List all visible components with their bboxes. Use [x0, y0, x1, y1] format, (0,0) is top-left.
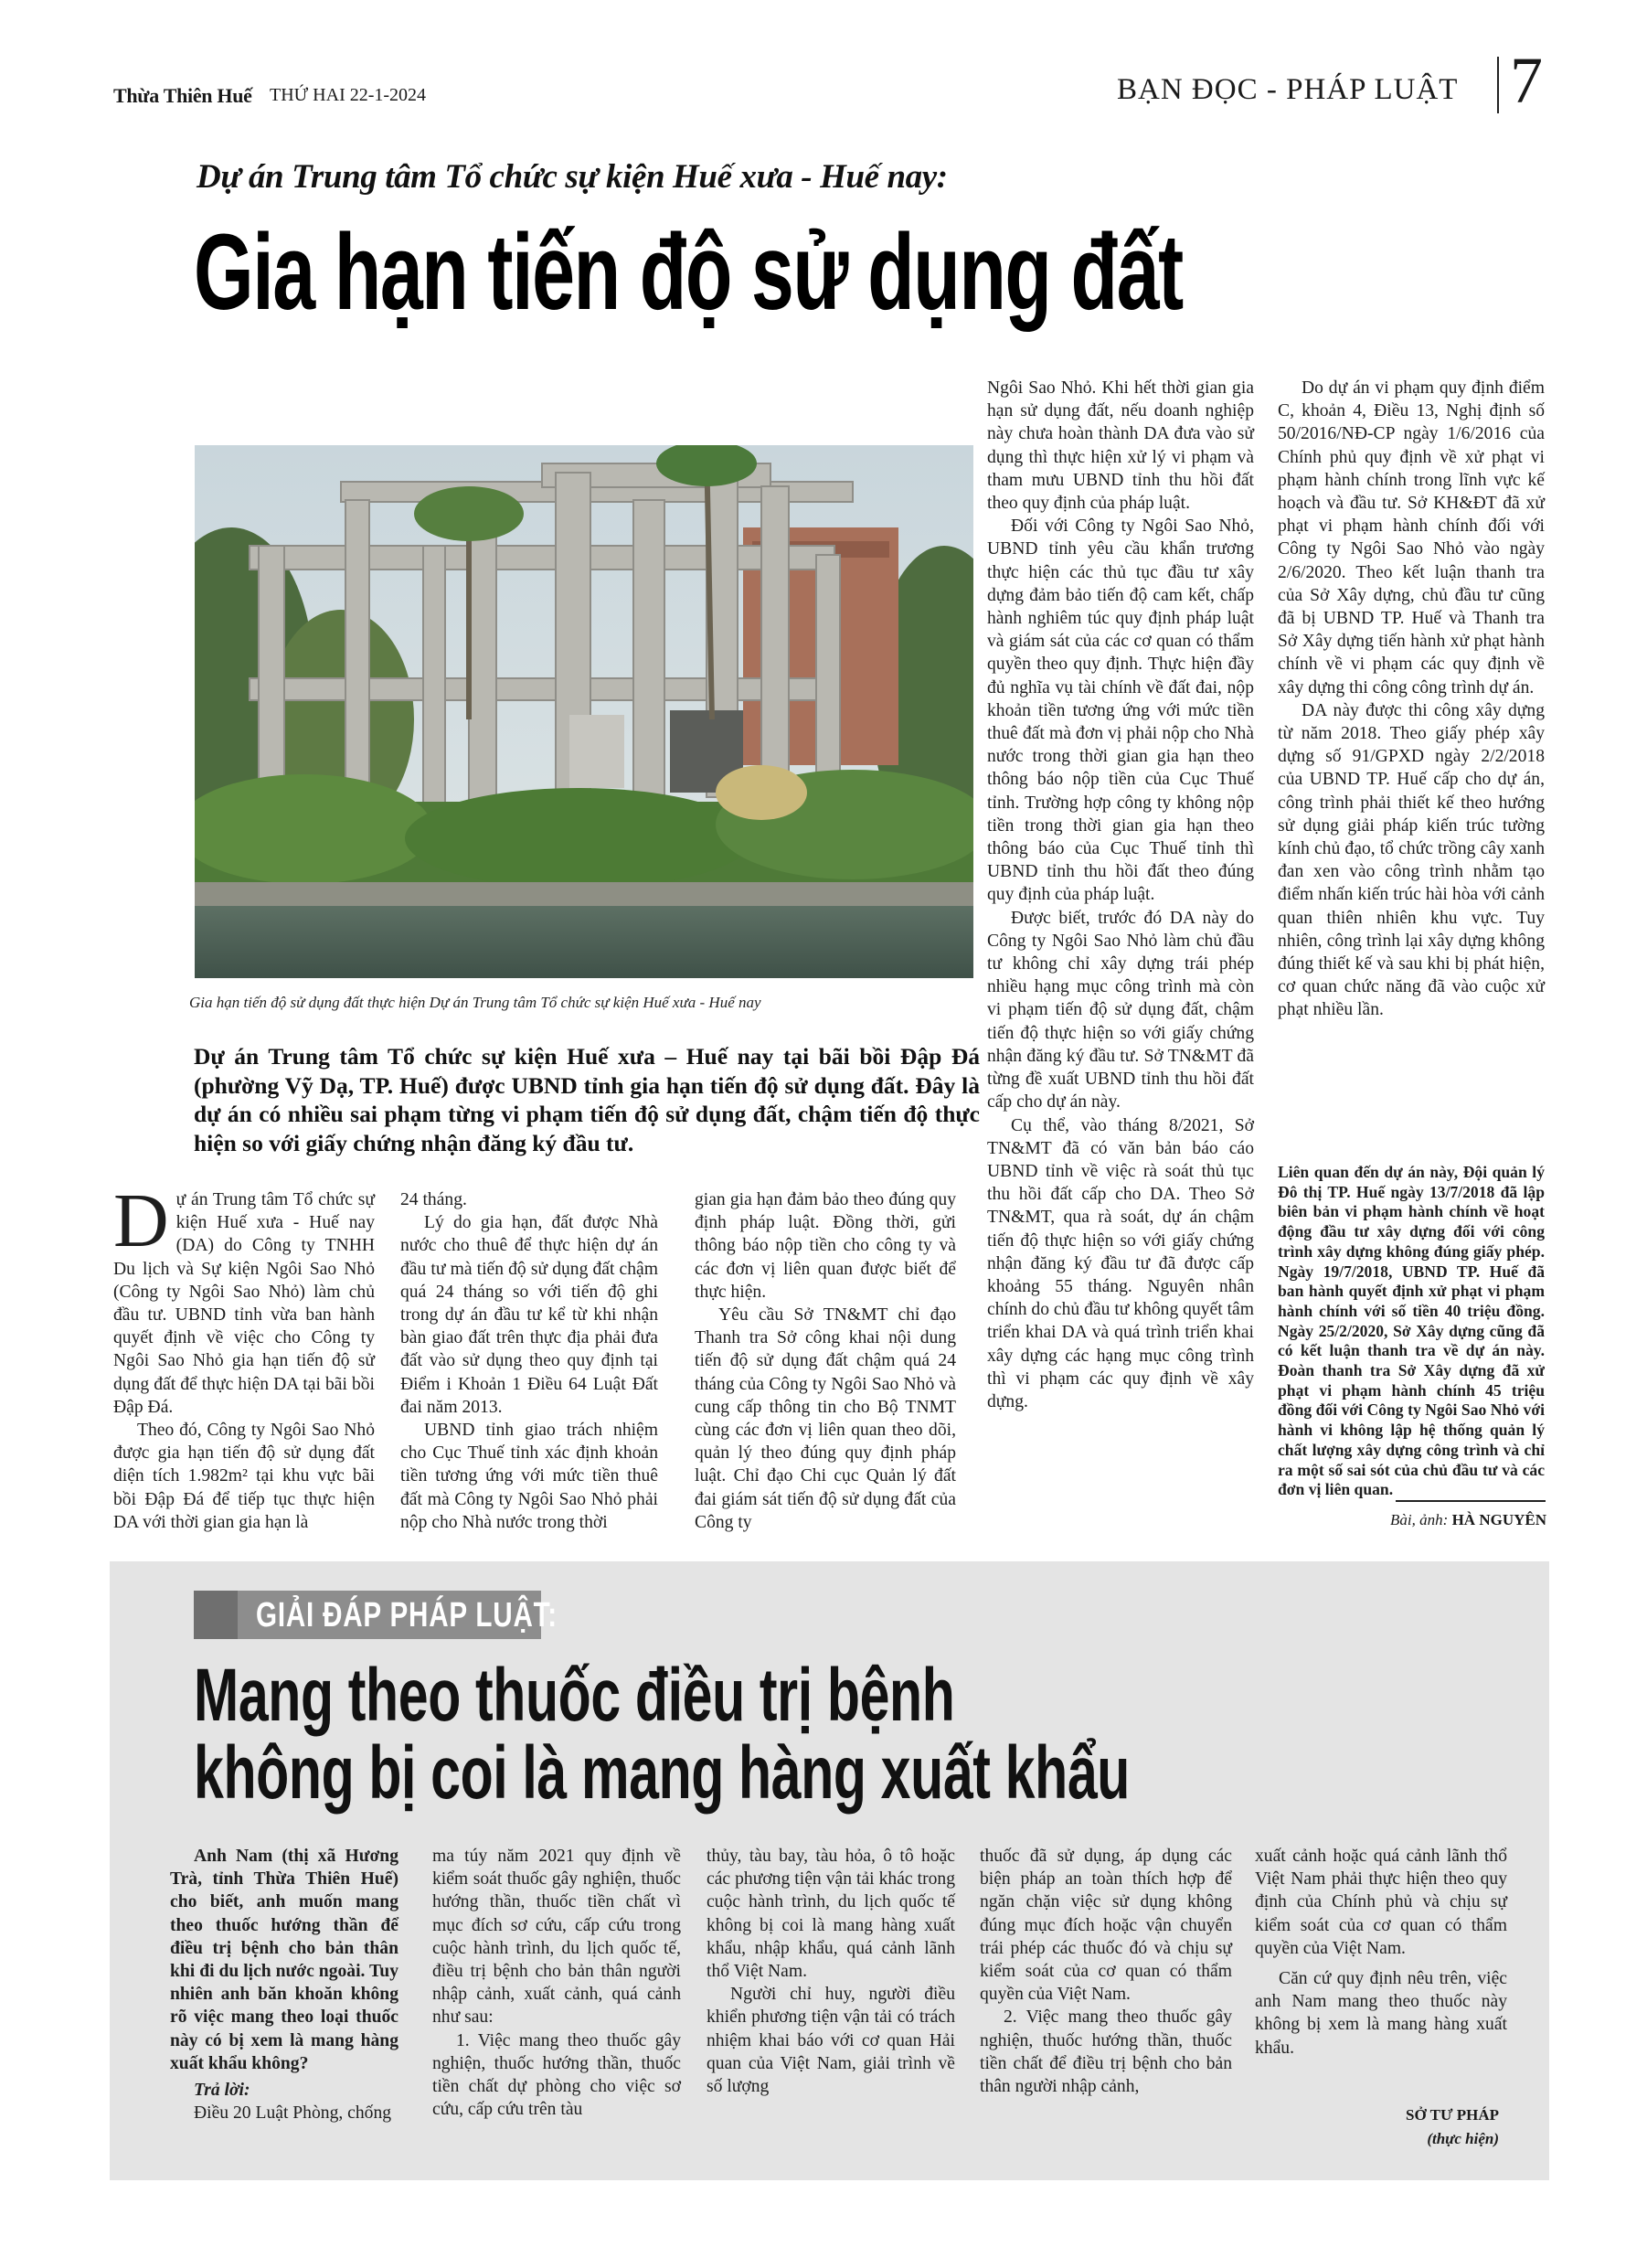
paragraph: 1. Việc mang theo thuốc gây nghiện, thuốc hướng thần, thuốc tiền chất dự phòng cho việc sơ cứu, cấp cứu trên tàu — [432, 2030, 681, 2120]
paragraph: ự án Trung tâm Tổ chức sự kiện Huế xưa - Huế nay (DA) do Công ty TNHH Du lịch và Sự kiện Ngôi Sao Nhỏ (Công ty Ngôi Sao Nhỏ) làm chủ đầu tư. UBND tỉnh vừa ban hành quyết định về việc cho Công ty Ngôi Sao Nhỏ gia hạn tiến độ sử dụng đất để thực hiện DA tại bãi bồi Đập Đá. — [113, 1190, 375, 1417]
paragraph: 2. Việc mang theo thuốc gây nghiện, thuốc hướng thần, thuốc tiền chất để điều trị bệnh cho bản thân người nhập cảnh, — [980, 2007, 1232, 2097]
paragraph: Đối với Công ty Ngôi Sao Nhỏ, UBND tỉnh yêu cầu khẩn trương thực hiện các thủ tục đầu tư xây dựng đảm bảo tiến độ cam kết, chấp hành nghiêm túc quy định pháp luật và giám sát của các cơ quan có thẩm quyền theo quy định. Thực hiện đầy đủ nghĩa vụ tài chính về đất đai, nộp khoản tiền tương ứng với mức tiền thuê đất mà đơn vị phải nộp cho Nhà nước trong thời gian gia hạn theo thông báo nộp tiền của Cục Thuế tỉnh. Trường hợp công ty không nộp tiền trong thời gian gia hạn theo thông báo của Cục Thuế tỉnh thì UBND tỉnh thu hồi đất theo đúng quy định của pháp luật. — [987, 516, 1254, 905]
section-label-text: GIẢI ĐÁP PHÁP LUẬT: — [256, 1596, 558, 1634]
paragraph: DA này được thi công xây dựng từ năm 2018. Theo giấy phép xây dựng số 91/GPXD ngày 2/2/2018 của UBND TP. Huế cấp cho dự án, công trình phải thiết kế theo hướng sử dụng giải pháp kiến trúc tường kính chủ đạo, tổ chức trồng cây xanh đan xen vào công trình nhằm tạo điểm nhấn kiến trúc hài hòa với cảnh quan thiên nhiên khu vực. Tuy nhiên, công trình lại xây dựng không đúng thiết kế và sau khi bị phát hiện, cơ quan chức năng đã vào cuộc xử phạt nhiều lần. — [1278, 700, 1545, 1020]
article-photo — [195, 445, 973, 978]
qa-column-4 — [980, 1845, 1232, 2098]
qa-column-3 — [707, 1845, 955, 2098]
article-column-3 — [695, 1188, 956, 1534]
paragraph: Theo đó, Công ty Ngôi Sao Nhỏ được gia hạn tiến độ sử dụng đất diện tích 1.982m² tại khu vực bãi bồi Đập Đá để tiếp tục thực hiện DA với thời gian gia hạn là — [113, 1421, 375, 1532]
byline-author: HÀ NGUYÊN — [1451, 1511, 1546, 1528]
section-label-accent — [194, 1591, 238, 1639]
qa-column-2 — [432, 1845, 681, 2121]
paper-name: Thừa Thiên Huế — [113, 84, 252, 107]
paragraph: Do dự án vi phạm quy định điểm C, khoản 4, Điều 13, Nghị định số 50/2016/NĐ-CP ngày 1/6/2016 của Chính phủ quy định về xử phạt vi phạm hành chính trong lĩnh vực kế hoạch và đầu tư. Sở KH&ĐT đã xử phạt vi phạm hành chính đối với Công ty Ngôi Sao Nhỏ vào ngày 2/6/2020. Theo kết luận thanh tra của Sở Xây dựng, chủ đầu tư cũng đã bị UBND TP. Huế và Thanh tra Sở Xây dựng tiến hành xử phạt hành chính về vi phạm các quy định về xây dựng thi công công trình dự án. — [1278, 378, 1545, 697]
article-sidebar: Liên quan đến dự án này, Đội quản lý Đô thị TP. Huế ngày 13/7/2018 đã lập biên bản vi phạm hành chính về hoạt động đầu tư xây dựng đối với công trình xây dựng không đúng giấy phép. Ngày 19/7/2018, UBND TP. Huế đã ban hành quyết định xử phạt vi phạm hành chính với số tiền 40 triệu đồng. Ngày 25/2/2020, Sở Xây dựng cũng đã có kết luận thanh tra về dự án này. Đoàn thanh tra Sở Xây dựng đã xử phạt vi phạm hành chính 45 triệu đồng đối với Công ty Ngôi Sao Nhỏ với hành vi không lập hệ thống quản lý chất lượng xây dựng công trình và chỉ ra một số sai sót của chủ đầu tư và các đơn vị liên quan. — [1278, 1163, 1545, 1499]
qa-column-1 — [170, 1845, 398, 2124]
headline-text: Gia hạn tiến độ sử dụng đất — [194, 212, 1183, 333]
article-column-5 — [1278, 377, 1545, 1022]
issue-date: THỨ HAI 22-1-2024 — [270, 85, 427, 105]
page-number: 7 — [1510, 44, 1543, 117]
paragraph: ma túy năm 2021 quy định về kiểm soát thuốc gây nghiện, thuốc hướng thần, thuốc tiền chất vì mục đích sơ cứu, cấp cứu trong cuộc hành trình, du lịch quốc tế, điều trị bệnh cho bản thân người nhập cảnh, xuất cảnh, quá cảnh như sau: — [432, 1847, 681, 2028]
answer-label: Trả lời: — [194, 2081, 250, 2101]
qa-source-note: (thực hiện) — [1427, 2130, 1499, 2147]
article-lead: Dự án Trung tâm Tổ chức sự kiện Huế xưa – Huế nay tại bãi bồi Đập Đá (phường Vỹ Dạ, TP. Huế) được UBND tỉnh gia hạn tiến độ sử dụng đất. Đây là dự án có nhiều sai phạm từng vi phạm tiến độ sử dụng đất, chậm tiến độ thực hiện so với giấy chứng nhận đăng ký đầu tư. — [194, 1043, 980, 1156]
paragraph: Ngôi Sao Nhỏ. Khi hết thời gian gia hạn sử dụng đất, nếu doanh nghiệp này chưa hoàn thành DA đưa vào sử dụng thì thực hiện xử lý vi phạm và tham mưu UBND tỉnh thu hồi đất theo quy định của pháp luật. — [987, 378, 1254, 514]
paragraph: Căn cứ quy định nêu trên, việc anh Nam mang theo thuốc này không bị xem là mang hàng xuất khẩu. — [1255, 1969, 1507, 2058]
paragraph: Lý do gia hạn, đất được Nhà nước cho thuê để thực hiện dự án đầu tư mà tiến độ sử dụng đất chậm quá 24 tháng so với tiến độ ghi trong dự án đầu tư kể từ khi nhận bàn giao đất trên thực địa phải đưa đất vào sử dụng theo quy định tại Điểm i Khoản 1 Điều 64 Luật Đất đai năm 2013. — [400, 1213, 658, 1417]
byline-prefix: Bài, ảnh: — [1390, 1511, 1449, 1528]
article-column-2 — [400, 1188, 658, 1534]
reader-question: Anh Nam (thị xã Hương Trà, tỉnh Thừa Thiên Huế) cho biết, anh muốn mang theo thuốc hướng thần để điều trị bệnh cho bản thân khi đi du lịch nước ngoài. Tuy nhiên anh băn khoăn không rõ việc mang theo loại thuốc này có bị xem là mang hàng xuất khẩu không? — [170, 1847, 398, 2073]
paragraph: thủy, tàu bay, tàu hỏa, ô tô hoặc các phương tiện vận tải khác trong cuộc hành trình, du lịch quốc tế không bị coi là mang hàng xuất khẩu, nhập khẩu, quá cảnh lãnh thổ Việt Nam. — [707, 1847, 955, 1982]
qa-column-5 — [1255, 1845, 1507, 2060]
drop-cap: D — [113, 1178, 169, 1263]
article-column-1 — [113, 1178, 375, 1534]
qa-headline-text-2: không bị coi là mang hàng xuất khẩu — [194, 1731, 1131, 1815]
section-label — [256, 1594, 643, 1638]
article-column-4 — [987, 377, 1254, 1413]
qa-headline-text-1: Mang theo thuốc điều trị bệnh — [194, 1654, 955, 1737]
paragraph: UBND tỉnh giao trách nhiệm cho Cục Thuế tỉnh xác định khoản tiền tương ứng với mức tiền thuê đất mà Công ty Ngôi Sao Nhỏ phải nộp cho Nhà nước trong thời — [400, 1421, 658, 1532]
qa-source: SỞ TƯ PHÁP — [1405, 2106, 1499, 2124]
paragraph: Người chỉ huy, người điều khiển phương tiện vận tải có trách nhiệm khai báo với cơ quan Hải quan của Việt Nam, giải trình về số lượng — [707, 1985, 955, 2097]
section-title: BẠN ĐỌC - PHÁP LUẬT — [1117, 73, 1459, 106]
paragraph: Được biết, trước đó DA này do Công ty Ngôi Sao Nhỏ làm chủ đầu tư không chỉ xây dựng trái phép nhiều hạng mục công trình mà còn vi phạm tiến độ sử dụng đất, chậm tiến độ thực hiện so với giấy chứng nhận đăng ký đầu tư. Sở TN&MT đã từng đề xuất UBND tỉnh thu hồi đất cấp cho dự án này. — [987, 908, 1254, 1113]
paragraph: Cụ thể, vào tháng 8/2021, Sở TN&MT đã có văn bản báo cáo UBND tỉnh về việc rà soát thủ tục thu hồi đất cấp cho DA. Theo Sở TN&MT, qua rà soát, dự án chậm tiến độ thực hiện so với giấy chứng nhận đăng ký đầu tư đã được cấp khoảng 55 tháng. Nguyên nhân chính do chủ đầu tư không quyết tâm triển khai DA và quá trình triển khai xây dựng các hạng mục công trình thì vi phạm các quy định về xây dựng. — [987, 1115, 1254, 1411]
header-divider — [1497, 57, 1499, 113]
qa-headline-line-1 — [194, 1655, 1250, 1737]
building-photo-illustration — [195, 445, 973, 978]
paragraph: 24 tháng. — [400, 1190, 467, 1209]
article-kicker: Dự án Trung tâm Tổ chức sự kiện Huế xưa - Huế nay: — [197, 158, 948, 196]
photo-caption: Gia hạn tiến độ sử dụng đất thực hiện Dự án Trung tâm Tổ chức sự kiện Huế xưa - Huế nay — [189, 994, 761, 1011]
qa-headline-line-2 — [194, 1732, 1493, 1815]
article-headline — [194, 212, 1565, 346]
paragraph: Điều 20 Luật Phòng, chống — [194, 2103, 392, 2124]
sidebar-divider — [1396, 1500, 1546, 1502]
byline — [1280, 1511, 1546, 1529]
paragraph: gian gia hạn đảm bảo theo đúng quy định pháp luật. Đồng thời, gửi thông báo nộp tiền cho công ty và các đơn vị liên quan được biết để thực hiện. — [695, 1190, 956, 1302]
paragraph: Yêu cầu Sở TN&MT chỉ đạo Thanh tra Sở công khai nội dung tiến độ sử dụng đất chậm quá 24 tháng của Công ty Ngôi Sao Nhỏ và cung cấp thông tin cho Bộ TNMT cùng các đơn vị liên quan theo dõi, quản lý theo đúng quy định pháp luật. Chỉ đạo Chi cục Quản lý đất đai giám sát tiến độ sử dụng đất của Công ty — [695, 1305, 956, 1532]
paragraph: thuốc đã sử dụng, áp dụng các biện pháp an toàn thích hợp để ngăn chặn việc sử dụng không đúng mục đích hoặc vận chuyển trái phép các thuốc đó và chịu sự kiểm soát của cơ quan có thẩm quyền của Việt Nam. — [980, 1847, 1232, 2005]
paragraph: xuất cảnh hoặc quá cảnh lãnh thổ Việt Nam phải thực hiện theo quy định của Chính phủ và chịu sự kiểm soát của cơ quan có thẩm quyền của Việt Nam. — [1255, 1847, 1507, 1958]
